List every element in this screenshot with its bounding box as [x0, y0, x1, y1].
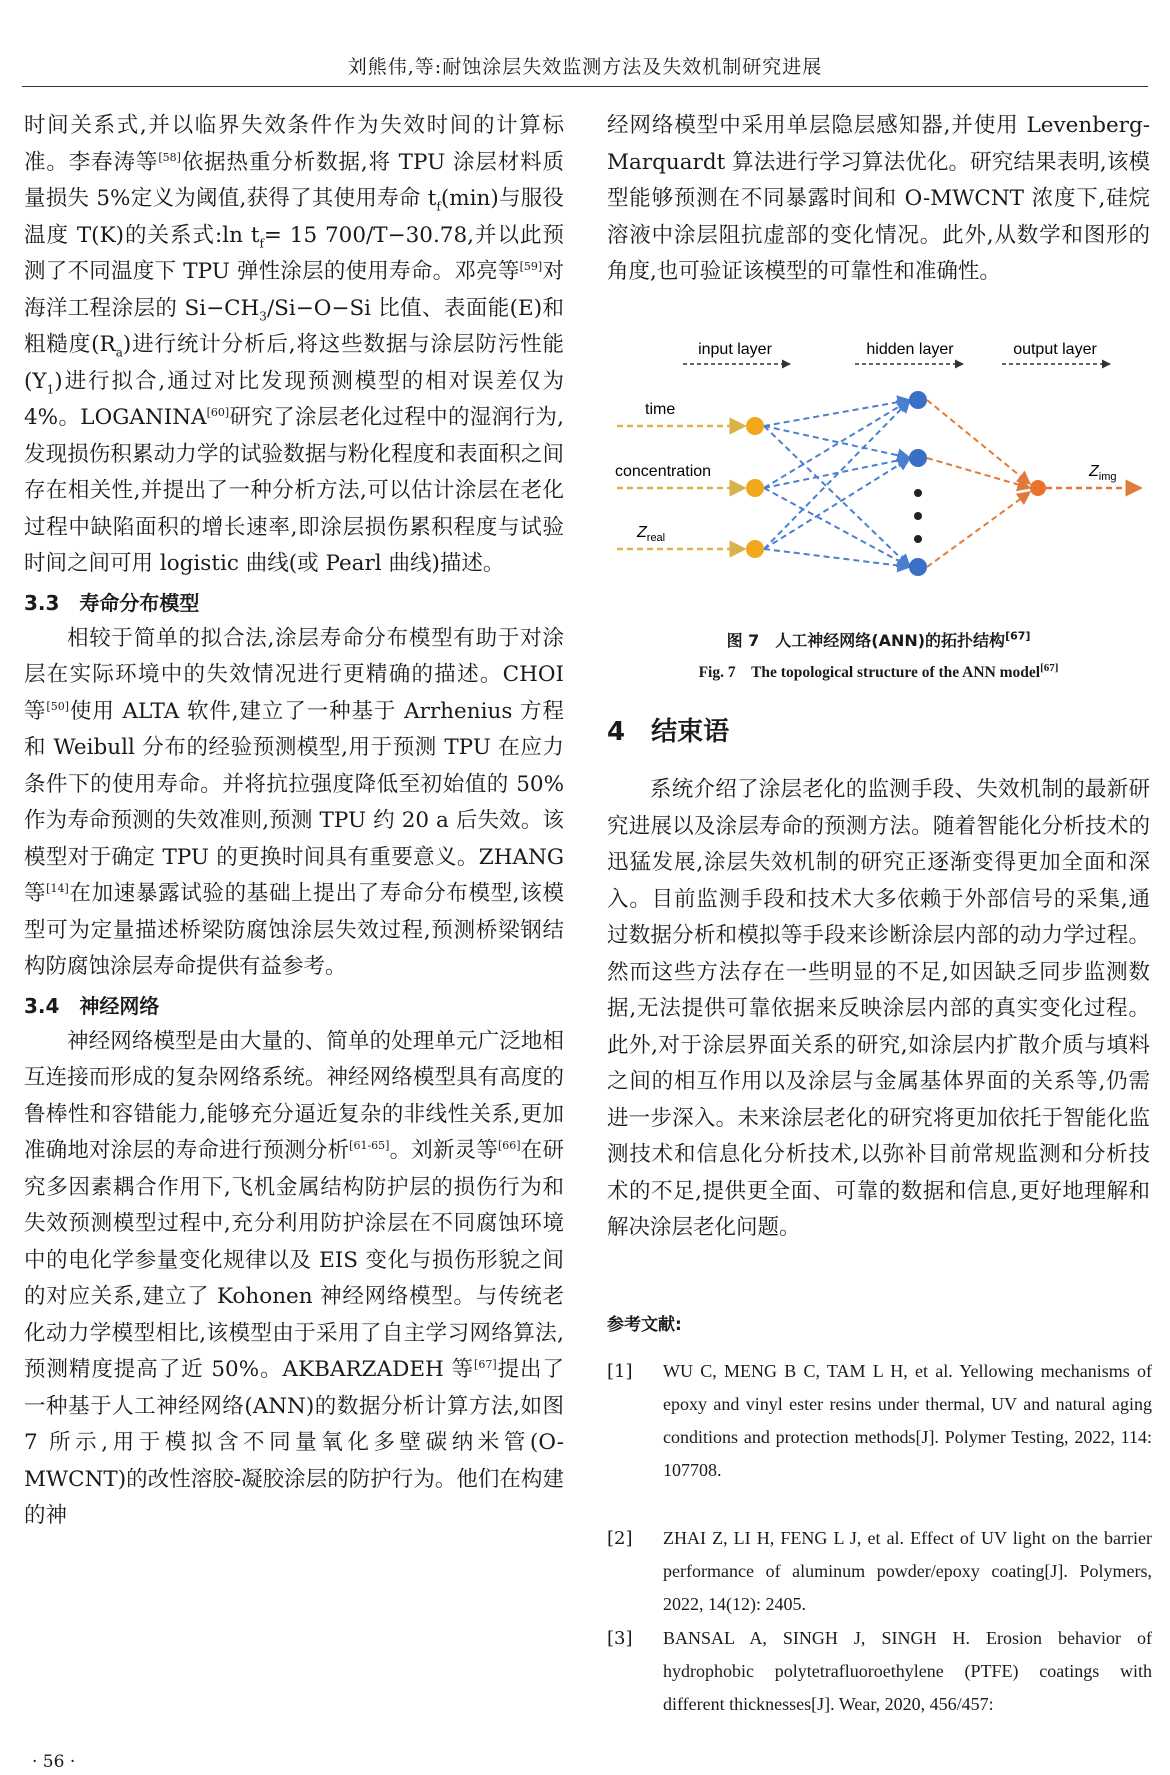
reference-item	[607, 1522, 1152, 1621]
subscript: 1	[46, 381, 55, 396]
paragraph-lifetime-models	[24, 108, 564, 583]
header-rule	[22, 86, 1148, 87]
reference-item	[607, 1622, 1152, 1721]
hidden-node-1	[909, 391, 927, 409]
text-run: 对海洋工程涂层的 Si−CH	[24, 259, 564, 321]
paragraph-ann-continued: 经网络模型中采用单层隐层感知器,并使用 Levenberg-Marquardt 算法进行学习算法优化。研究结果表明,该模型能够预测在不同暴露时间和 O-MWCNT 浓度下,硅烷溶液中涂层阻抗虚部的变化情况。此外,从数学和图形的角度,也可验证该模型的可靠性和准确性。	[607, 113, 1150, 284]
left-column	[24, 108, 564, 1535]
paragraph-conclusion: 系统介绍了涂层老化的监测手段、失效机制的最新研究进展以及涂层寿命的预测方法。随着智能化分析技术的迅猛发展,涂层失效机制的研究正逐渐变得更加全面和深入。目前监测手段和技术大多依赖于外部信号的采集,通过数据分析和模拟等手段来诊断涂层内部的动力学过程。然而这些方法存在一些明显的不足,如因缺乏同步监测数据,无法提供可靠依据来反映涂层内部的真实变化过程。此外,对于涂层界面关系的研究,如涂层内扩散介质与填料之间的相互作用以及涂层与金属基体界面的关系等,仍需进一步深入。未来涂层老化的研究将更加依托于智能化监测技术和信息化分析技术,以弥补目前常规监测和分析技术的不足,提供更全面、可靠的数据和信息,更好地理解和解决涂层老化问题。	[607, 777, 1150, 1240]
text-run: (min)与服役温度 T(K)的关系式:ln t	[24, 186, 564, 248]
caption-text: 图 7 人工神经网络(ANN)的拓扑结构	[726, 631, 1006, 650]
section-4-block	[607, 712, 1150, 1247]
right-column-top	[607, 108, 1150, 291]
citation[interactable]: [14]	[46, 881, 69, 895]
citation[interactable]: [60]	[206, 405, 230, 419]
input-hidden-connections	[764, 400, 910, 567]
text-run: 时间关系式,并以临界失效条件作为失效时间的计算标准。李春涛等	[24, 113, 564, 175]
input-time-label: time	[645, 401, 676, 418]
paragraph-lifetime-distribution	[24, 621, 564, 986]
figure-caption-en	[607, 660, 1150, 682]
section-heading-3-4: 3.4 神经网络	[24, 993, 160, 1018]
text-run: 相较于简单的拟合法,涂层寿命分布模型有助于对涂层在实际环境中的失效情况进行更精确的描述。CHOI 等	[24, 625, 564, 724]
input-node-zreal	[746, 540, 764, 558]
citation[interactable]: [67]	[1005, 629, 1031, 643]
reference-text: BANSAL A, SINGH J, SINGH H. Erosion behavior of hydrophobic polytetrafluoroethylene (PTFE) coatings with different thicknesses[J]. Wear, 2020, 456/457:	[663, 1628, 1152, 1714]
text-run: 在研究多因素耦合作用下,飞机金属结构防护层的损伤行为和失效预测模型过程中,充分利用防护涂层在不同腐蚀环境中的电化学参量变化规律以及 EIS 变化与损伤形貌之间的对应关系,建立了 Kohonen 神经网络模型。与传统老化动力学模型相比,该模型由于采用了自主学习网络算法,预测精度提高了近 50%。AKBARZADEH 等	[24, 1138, 564, 1382]
running-header: 刘熊伟,等:耐蚀涂层失效监测方法及失效机制研究进展	[347, 56, 823, 78]
citation[interactable]: [66]	[498, 1138, 521, 1152]
reference-text: WU C, MENG B C, TAM L H, et al. Yellowing mechanisms of epoxy and vinyl ester resins under thermal, UV and natural aging conditions and protection methods[J]. Polymer Testing, 2022, 114: 107708.	[663, 1361, 1152, 1480]
citation[interactable]: [50]	[46, 699, 70, 713]
figure-7-ann-diagram	[605, 330, 1153, 620]
paragraph-neural-network	[24, 1024, 564, 1535]
reference-number: [3]	[607, 1628, 633, 1649]
citation[interactable]: [61-65]	[349, 1138, 390, 1152]
text-run: 在加速暴露试验的基础上提出了寿命分布模型,该模型可为定量描述桥梁防腐蚀涂层失效过程,预测桥梁钢结构防腐蚀涂层寿命提供有益参考。	[24, 881, 564, 979]
figure-caption-cn	[607, 628, 1150, 651]
reference-number: [2]	[607, 1528, 633, 1549]
hidden-output-connections	[927, 400, 1030, 567]
ellipsis-dot	[914, 512, 922, 520]
input-layer-label: input layer	[698, 341, 772, 358]
text-run: 研究了涂层老化过程中的湿润行为,发现损伤积累动力学的试验数据与粉化程度和表面积之间存在相关性,并提出了一种分析方法,可以估计涂层在老化过程中缺陷面积的增长速率,即涂层损伤累积程度与试验时间之间可用 logistic 曲线(或 Pearl 曲线)描述。	[24, 405, 565, 576]
text-run: 提出了一种基于人工神经网络(ANN)的数据分析计算方法,如图 7 所示,用于模拟含不同量氧化多壁碳纳米管(O-MWCNT)的改性溶胶-凝胶涂层的防护行为。他们在构建的神	[24, 1357, 564, 1528]
ellipsis-dot	[914, 489, 922, 497]
caption-text: Fig. 7 The topological structure of the ANN model	[698, 664, 1041, 681]
hidden-layer-label: hidden layer	[866, 341, 954, 358]
subscript: a	[115, 345, 123, 360]
input-concentration-label: concentration	[615, 463, 712, 480]
citation[interactable]: [59]	[519, 259, 543, 273]
text-run: = 15 700/T−30.78,并以此预测了不同温度下 TPU 弹性涂层的使用寿命。邓亮等	[24, 222, 564, 284]
output-node	[1030, 480, 1046, 496]
citation[interactable]: [67]	[1040, 661, 1059, 674]
text-run: 神经网络模型是由大量的、简单的处理单元广泛地相互连接而形成的复杂网络系统。神经网络模型具有高度的鲁棒性和容错能力,能够充分逼近复杂的非线性关系,更加准确地对涂层的寿命进行预测分析	[24, 1028, 564, 1163]
text-run: 使用 ALTA 软件,建立了一种基于 Arrhenius 方程和 Weibull 分布的经验预测模型,用于预测 TPU 在应力条件下的使用寿命。并将抗拉强度降低至初始值的 50%作为寿命预测的失效准则,预测 TPU 约 20 a 后失效。该模型对于确定 TPU 的更换时间具有重要意义。ZHANG 等	[24, 698, 564, 906]
reference-item	[607, 1355, 1152, 1487]
text-run: 依据热重分析数据,将 TPU 涂层材料质量损失 5%定义为阈值,获得了其使用寿命 t	[24, 149, 564, 211]
section-heading-3-3: 3.3 寿命分布模型	[24, 590, 200, 615]
input-zreal-label: $Z_{real}$	[637, 524, 666, 544]
text-run: )进行拟合,通过对比发现预测模型的相对误差仅为 4%。LOGANINA	[24, 368, 564, 430]
citation[interactable]: [58]	[158, 150, 181, 164]
references-title: 参考文献:	[607, 1315, 682, 1335]
subscript: f	[259, 235, 264, 250]
input-node-concentration	[746, 479, 764, 497]
reference-number: [1]	[607, 1361, 633, 1382]
citation[interactable]: [67]	[474, 1357, 497, 1371]
hidden-node-n	[909, 558, 927, 576]
ellipsis-dot	[914, 535, 922, 543]
input-node-time	[746, 417, 764, 435]
ann-topology-svg	[605, 330, 1153, 620]
output-zimg-label: $Z_{img}$	[1089, 463, 1117, 483]
text-run: )进行统计分析后,将这些数据与涂层防污性能(Y	[24, 332, 565, 394]
output-layer-label: output layer	[1013, 341, 1097, 358]
section-heading-4: 4 结束语	[607, 717, 730, 747]
subscript: f	[436, 199, 441, 214]
hidden-node-2	[909, 449, 927, 467]
text-run: /Si−O−Si 比值、表面能(E)和粗糙度(R	[24, 295, 564, 357]
text-run: 。刘新灵等	[389, 1138, 499, 1163]
page-number: · 56 ·	[32, 1752, 76, 1772]
reference-text: ZHAI Z, LI H, FENG L J, et al. Effect of UV light on the barrier performance of aluminum powder/epoxy coating[J]. Polymers, 2022, 14(12): 2405.	[663, 1528, 1152, 1614]
subscript: 3	[259, 308, 267, 323]
